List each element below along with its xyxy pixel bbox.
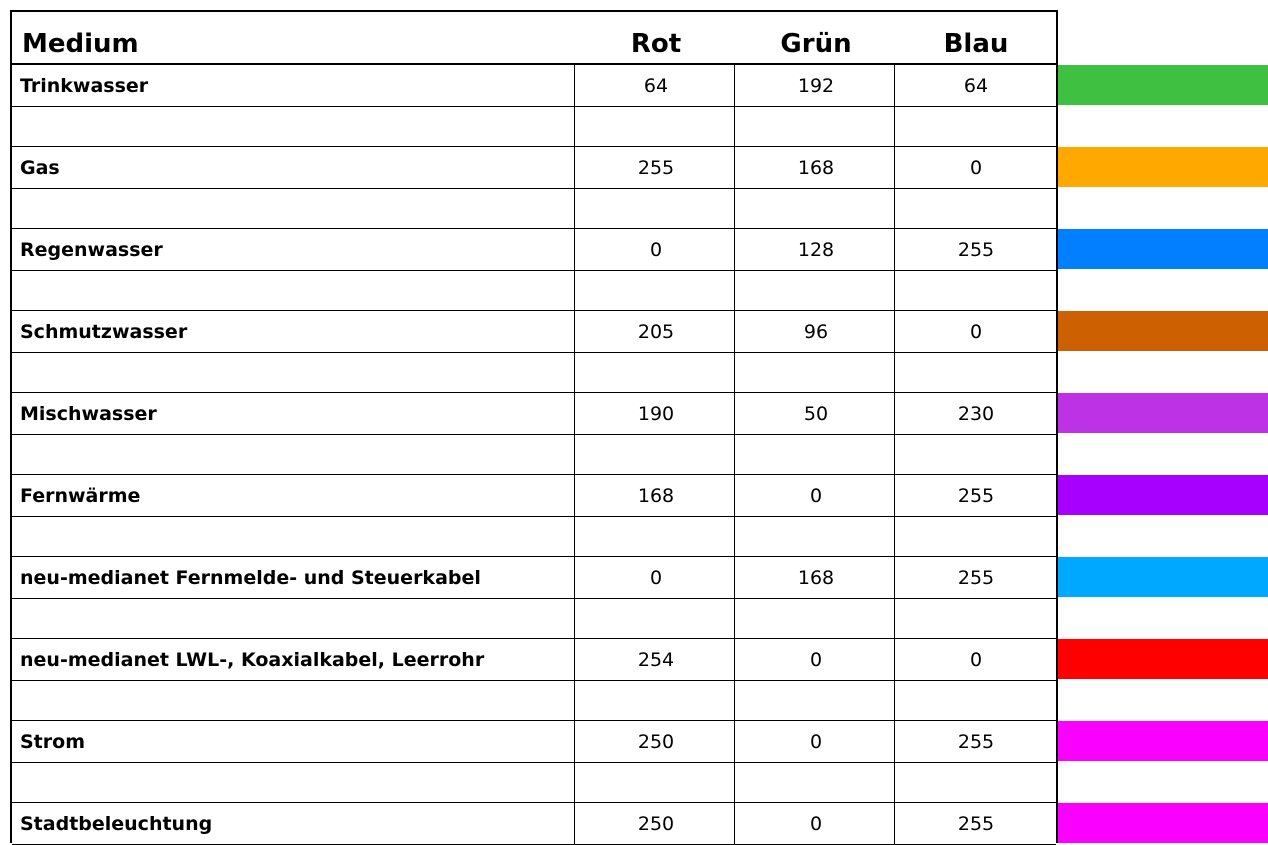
medium-name: Mischwasser xyxy=(20,403,157,425)
blau-value: 0 xyxy=(969,649,983,671)
medium-name: Trinkwasser xyxy=(20,75,149,97)
color-swatch xyxy=(1058,65,1268,105)
header-gruen: Grün xyxy=(780,29,852,59)
gruen-value: 50 xyxy=(803,403,829,425)
blau-value: 255 xyxy=(957,239,995,261)
row-divider xyxy=(12,188,1056,189)
gruen-value: 0 xyxy=(809,649,823,671)
blau-value: 0 xyxy=(969,157,983,179)
row-divider xyxy=(12,516,1056,517)
header-medium: Medium xyxy=(22,29,139,59)
row-divider xyxy=(12,598,1056,599)
color-swatch xyxy=(1058,639,1268,679)
medium-name: Regenwasser xyxy=(20,239,163,261)
rot-value: 255 xyxy=(637,157,675,179)
medium-name: neu-medianet LWL-, Koaxialkabel, Leerrohr xyxy=(20,649,485,671)
gruen-value: 0 xyxy=(809,485,823,507)
color-swatch xyxy=(1058,229,1268,269)
rot-value: 254 xyxy=(637,649,675,671)
rot-value: 0 xyxy=(649,239,663,261)
blau-value: 0 xyxy=(969,321,983,343)
color-table xyxy=(10,10,1058,843)
gruen-value: 0 xyxy=(809,813,823,835)
rot-value: 0 xyxy=(649,567,663,589)
color-swatch xyxy=(1058,147,1268,187)
medium-name: Schmutzwasser xyxy=(20,321,188,343)
gruen-value: 0 xyxy=(809,731,823,753)
row-divider xyxy=(12,762,1056,763)
row-divider xyxy=(12,106,1056,107)
rot-value: 190 xyxy=(637,403,675,425)
color-swatch xyxy=(1058,557,1268,597)
blau-value: 255 xyxy=(957,567,995,589)
blau-value: 255 xyxy=(957,731,995,753)
medium-name: Strom xyxy=(20,731,85,753)
rot-value: 168 xyxy=(637,485,675,507)
color-swatch xyxy=(1058,393,1268,433)
gruen-value: 96 xyxy=(803,321,829,343)
row-divider xyxy=(12,270,1056,271)
gruen-value: 168 xyxy=(797,157,835,179)
rot-value: 250 xyxy=(637,731,675,753)
blau-value: 255 xyxy=(957,485,995,507)
gruen-value: 128 xyxy=(797,239,835,261)
medium-name: Stadtbeleuchtung xyxy=(20,813,213,835)
medium-name: neu-medianet Fernmelde- und Steuerkabel xyxy=(20,567,481,589)
color-swatch xyxy=(1058,475,1268,515)
medium-name: Gas xyxy=(20,157,60,179)
row-divider xyxy=(12,352,1056,353)
blau-value: 255 xyxy=(957,813,995,835)
row-divider xyxy=(12,680,1056,681)
color-swatch xyxy=(1058,803,1268,843)
table-header xyxy=(12,12,1056,65)
rot-value: 250 xyxy=(637,813,675,835)
column-divider xyxy=(574,65,575,845)
row-divider xyxy=(12,434,1056,435)
color-swatch xyxy=(1058,311,1268,351)
color-swatch xyxy=(1058,721,1268,761)
rot-value: 64 xyxy=(643,75,669,97)
header-blau: Blau xyxy=(943,29,1009,59)
rot-value: 205 xyxy=(637,321,675,343)
blau-value: 230 xyxy=(957,403,995,425)
gruen-value: 168 xyxy=(797,567,835,589)
medium-name: Fernwärme xyxy=(20,485,141,507)
blau-value: 64 xyxy=(963,75,989,97)
gruen-value: 192 xyxy=(797,75,835,97)
header-rot: Rot xyxy=(630,29,682,59)
